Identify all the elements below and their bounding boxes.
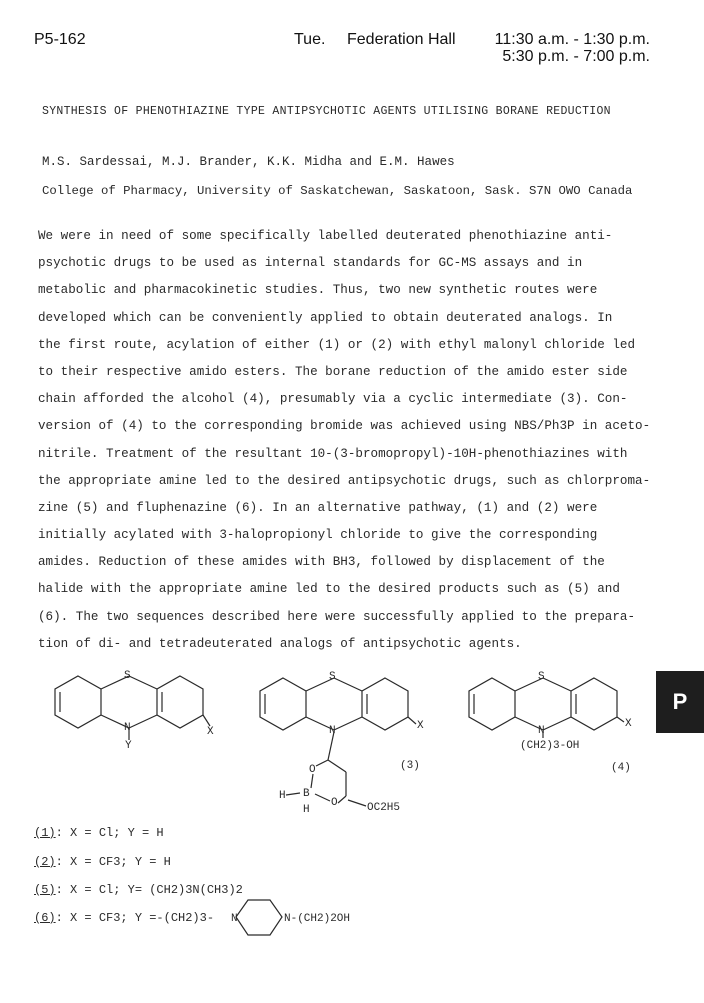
s3-sulfur-label: S	[329, 671, 336, 683]
piperazine-tail: N-(CH2)2OH	[284, 913, 351, 925]
s4-nitrogen-label: N	[538, 725, 545, 737]
s1-sulfur-label: S	[124, 670, 131, 682]
abstract-line: halide with the appropriate amine led to the desired products such as (5) and	[38, 582, 620, 597]
abstract-line: (6). The two sequences described here were successfully applied to the prepara-	[38, 609, 636, 624]
abstract-line: developed which can be conveniently applied to obtain deuterated analogs. In	[38, 310, 613, 325]
paper-title: SYNTHESIS OF PHENOTHIAZINE TYPE ANTIPSYCHOTIC AGENTS UTILISING BORANE REDUCTION	[42, 105, 611, 118]
author-list: M.S. Sardessai, M.J. Brander, K.K. Midha and E.M. Hawes	[42, 155, 455, 169]
abstract-line: We were in need of some specifically labelled deuterated phenothiazine anti-	[38, 229, 613, 243]
s3-ethoxy: OC2H5	[367, 802, 401, 814]
s1-nitrogen-label: N	[124, 722, 131, 734]
abstract-line: zine (5) and fluphenazine (6). In an alternative pathway, (1) and (2) were	[38, 500, 598, 515]
legend-compound-6: (6): X = CF3; Y =-(CH2)3-	[34, 911, 215, 925]
piperazine-n1: N	[231, 913, 238, 925]
session-venue: Federation Hall	[347, 31, 456, 48]
structure-4-core	[469, 678, 624, 738]
s3-compound-label: (3)	[400, 760, 420, 772]
abstract-line: version of (4) to the corresponding bromide was achieved using NBS/Ph3P in aceto-	[38, 419, 650, 434]
s3-x-label: X	[417, 720, 424, 732]
s3-boron: B	[303, 788, 310, 800]
abstract-line: the first route, acylation of either (1) or (2) with ethyl malonyl chloride led	[38, 337, 636, 352]
structure-3-core	[260, 678, 416, 806]
abstract-line: nitrile. Treatment of the resultant 10-(3-bromopropyl)-10H-phenothiazines with	[38, 446, 628, 461]
legend-compound-2: (2): X = CF3; Y = H	[34, 855, 171, 869]
session-time-2: 5:30 p.m. - 7:00 p.m.	[502, 48, 650, 65]
abstract-line: the appropriate amine led to the desired antipsychotic drugs, such as chlorproma-	[38, 473, 650, 488]
s1-y-label: Y	[125, 740, 132, 752]
session-day: Tue.	[294, 31, 326, 48]
s3-oxygen-2: O	[331, 797, 338, 809]
s3-nitrogen-label: N	[329, 725, 336, 737]
session-time-1: 11:30 a.m. - 1:30 p.m.	[494, 31, 650, 48]
affiliation: College of Pharmacy, University of Saskatchewan, Saskatoon, Sask. S7N OWO Canada	[42, 184, 633, 198]
abstract-line: to their respective amido esters. The borane reduction of the amido ester side	[38, 364, 628, 379]
s3-oxygen-1: O	[309, 764, 316, 776]
abstract-line: psychotic drugs to be used as internal standards for GC-MS assays and in	[38, 256, 583, 271]
s4-compound-label: (4)	[611, 762, 631, 774]
s4-side-chain: (CH2)3-OH	[520, 740, 580, 752]
piperazine-ring-icon	[236, 900, 282, 935]
abstract-line: amides. Reduction of these amides with BH3, followed by displacement of the	[38, 555, 605, 570]
s4-x-label: X	[625, 718, 632, 730]
legend-compound-5: (5): X = Cl; Y= (CH2)3N(CH3)2	[34, 883, 243, 897]
structure-phenothiazine-core	[55, 676, 210, 740]
s3-hydrogen-1: H	[279, 790, 286, 802]
section-tab: P	[656, 671, 704, 733]
s4-sulfur-label: S	[538, 671, 545, 683]
s1-x-label: X	[207, 726, 214, 738]
abstract-line: tion of di- and tetradeuterated analogs of antipsychotic agents.	[38, 636, 522, 651]
abstract-code: P5-162	[34, 31, 86, 48]
legend-compound-1: (1): X = Cl; Y = H	[34, 826, 164, 840]
s3-hydrogen-2: H	[303, 804, 310, 816]
abstract-line: chain afforded the alcohol (4), presumably via a cyclic intermediate (3). Con-	[38, 392, 628, 407]
abstract-line: metabolic and pharmacokinetic studies. Thus, two new synthetic routes were	[38, 283, 598, 298]
abstract-line: initially acylated with 3-halopropionyl chloride to give the corresponding	[38, 528, 598, 543]
